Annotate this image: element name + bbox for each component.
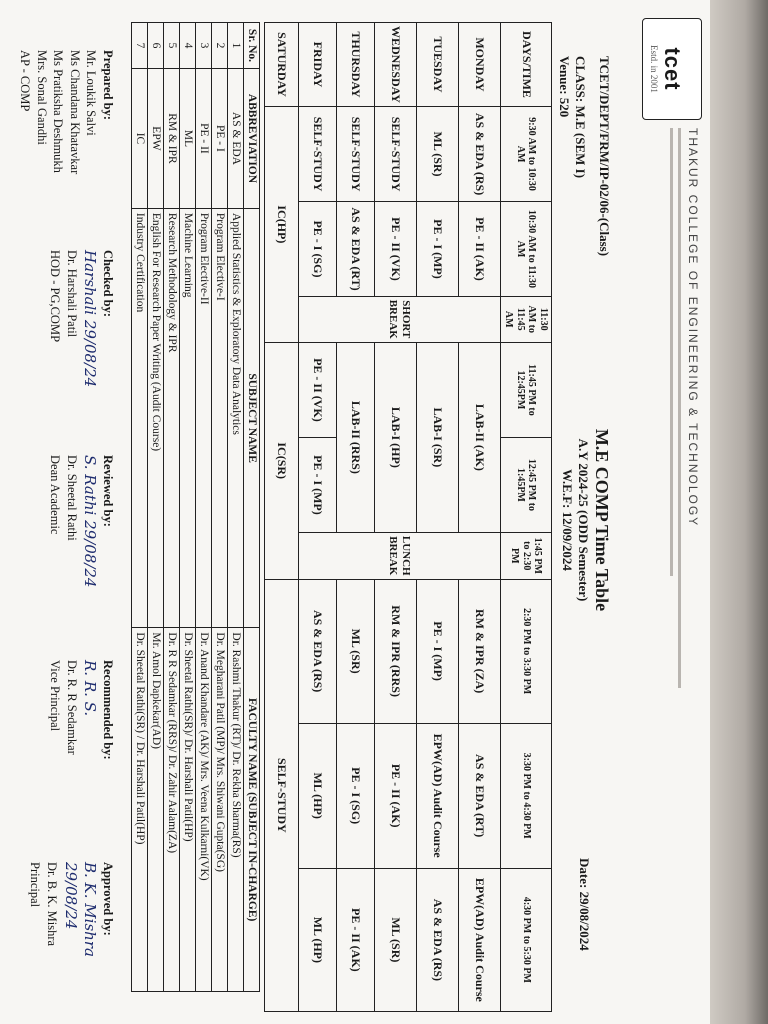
faculty-name: Dr. R R Sedamkar (RRS)/ Dr. Zahir Aalam(ZA)	[164, 628, 180, 992]
faculty-name: Dr. Rashmi Thakur (RT)/ Dr. Rekha Sharma(RS)	[228, 628, 244, 992]
college-logo: tcet Estd. in 2001	[642, 18, 702, 120]
class-label: CLASS: M.E (SEM I)	[573, 56, 588, 179]
signature-title: Checked by:	[101, 250, 115, 318]
lecture-cell: AS & EDA (RT)	[459, 723, 501, 868]
lecture-cell: PE - II (VK)	[375, 202, 417, 297]
recommended-by-block	[47, 660, 116, 760]
lecture-cell: AS & EDA (RS)	[299, 579, 337, 723]
college-name: THAKUR COLLEGE OF ENGINEERING & TECHNOLOGY	[686, 128, 700, 528]
timetable-title: M.E COMP Time Table	[592, 428, 612, 612]
subject-name: Machine Learning	[180, 208, 196, 627]
column-header: Sr. No.	[244, 23, 260, 69]
weekly-timetable	[264, 22, 552, 1012]
self-study-cell: SELF-STUDY	[265, 579, 299, 1011]
signatory-name: Mrs. Sonal Gandhi	[35, 50, 49, 145]
reviewed-by-block	[47, 455, 116, 587]
signatory-name: Dr. B. K. Mishra	[44, 862, 59, 947]
lecture-cell: PE - I (SG)	[299, 202, 337, 297]
lecture-cell: PE - I (MP)	[417, 579, 459, 723]
lecture-cell: RM & IPR (RRS)	[375, 579, 417, 723]
row-thursday	[337, 23, 375, 1012]
lecture-cell: AS & EDA (RS)	[417, 868, 459, 1011]
signature-title: Reviewed by:	[101, 455, 115, 527]
subject-name: Program Elective-I	[212, 208, 228, 627]
time-slot: 10:30 AM to 11:30 AM	[501, 202, 552, 297]
academic-year: A.Y 2024-25 (ODD Semester)	[576, 438, 591, 602]
table-row	[212, 23, 228, 992]
signatory-designation: AP - COMP	[18, 50, 33, 112]
lecture-cell: ML (HP)	[299, 723, 337, 868]
day-label: FRIDAY	[299, 23, 337, 107]
faculty-name: Dr. Sheetal Rathi(SR) / Dr. Harshali Patil(HP)	[132, 628, 148, 992]
time-slot: 12:45 PM to 1:45PM	[501, 437, 552, 532]
lecture-cell: AS & EDA (RS)	[459, 106, 501, 201]
subject-name: Industry Certification	[132, 208, 148, 627]
lecture-cell: PE - II (VK)	[299, 342, 337, 437]
lecture-cell: ML (HP)	[299, 868, 337, 1011]
faculty-name: Dr. Sheetal Rathi(SR)/ Dr. Harshali Patil(HP)	[180, 628, 196, 992]
signatory-name: Dr. R. R Sedamkar	[64, 660, 79, 755]
days-time-corner: DAYS/TIME	[501, 23, 552, 107]
table-row	[164, 23, 180, 992]
signatory-designation: Vice Principal	[48, 660, 63, 732]
subject-header-row	[244, 23, 260, 992]
subject-name: Research Methodology & IPR	[164, 208, 180, 627]
table-row	[132, 23, 148, 992]
serial-number: 2	[212, 23, 228, 69]
signatory-name: Mr. Loukik Salvi	[84, 50, 99, 136]
signature-title: Recommended by:	[101, 660, 115, 760]
lecture-cell: SELF-STUDY	[337, 106, 375, 201]
subject-abbreviation: IC	[132, 68, 148, 208]
signatory-designation: HOD - PG,COMP	[48, 250, 63, 343]
signatory-designation: Dean Academic	[48, 455, 63, 535]
certification-cell: IC(HP)	[265, 106, 299, 342]
signature-title: Prepared by:	[101, 50, 115, 121]
short-break-cell: SHORT BREAK	[299, 296, 501, 342]
lecture-cell: AS & EDA (RT)	[337, 202, 375, 297]
serial-number: 6	[148, 23, 164, 69]
day-label: TUESDAY	[417, 23, 459, 107]
table-row	[196, 23, 212, 992]
subject-faculty-table	[131, 22, 260, 992]
checked-by-block	[47, 250, 116, 387]
lab-cell: LAB-II (RRS)	[337, 342, 375, 532]
subject-abbreviation: RM & IPR	[164, 68, 180, 208]
handwritten-signature: S. Rathi 29/08/24	[81, 455, 100, 588]
lecture-cell: ML (SR)	[375, 868, 417, 1011]
time-slot: 4:30 PM to 5:30 PM	[501, 868, 552, 1011]
timetable-header-row	[501, 23, 552, 1012]
subject-name: English For Research Paper Writing (Audit Course)	[148, 208, 164, 627]
signatory-name: Dr. Harshali Patil	[64, 250, 79, 338]
effective-date: W.E.F: 12/09/2024	[560, 469, 575, 571]
lecture-cell: PE - I (SG)	[337, 723, 375, 868]
handwritten-signature: Harshali 29/08/24	[81, 250, 100, 388]
lunch-break-cell: LUNCH BREAK	[299, 532, 501, 579]
table-row	[148, 23, 164, 992]
faculty-name: Dr. Anand Khandare (AK)/ Mrs. Veena Kulkarni(VK)	[196, 628, 212, 992]
subject-abbreviation: PE - II	[196, 68, 212, 208]
document-code: TCET/DEPT/FRM/IP-02/06-(Class)	[597, 56, 612, 257]
lecture-cell: SELF-STUDY	[299, 106, 337, 201]
page-header	[557, 0, 710, 1024]
letterhead-rule	[678, 128, 681, 688]
row-monday	[459, 23, 501, 1012]
faculty-name: Mr. Amol Dapkekar(AD)	[148, 628, 164, 992]
lecture-cell: PE - II (AK)	[459, 202, 501, 297]
serial-number: 4	[180, 23, 196, 69]
timetable-title-block	[559, 360, 612, 680]
day-label: THURSDAY	[337, 23, 375, 107]
signature-title: Approved by:	[101, 862, 115, 936]
handwritten-signature: B. K. Mishra 29/08/24	[61, 862, 100, 957]
row-wednesday	[375, 23, 417, 1012]
lab-cell: LAB-I (SR)	[417, 342, 459, 532]
subject-name: Program Elective-II	[196, 208, 212, 627]
serial-number: 3	[196, 23, 212, 69]
handwritten-signature: R. R. S.	[81, 660, 100, 717]
time-slot: 11:45 PM to 12:45PM	[501, 342, 552, 437]
table-row	[228, 23, 244, 992]
time-slot: 3:30 PM to 4:30 PM	[501, 723, 552, 868]
day-label: MONDAY	[459, 23, 501, 107]
time-slot: 9:30 AM to 10:30 AM	[501, 106, 552, 201]
day-label: SATURDAY	[265, 23, 299, 107]
time-slot: 2:30 PM to 3:30 PM	[501, 579, 552, 723]
signatory-name: Ms Pratiksha Deshmukh	[51, 50, 66, 173]
subject-abbreviation: EPW	[148, 68, 164, 208]
faculty-name: Dr. Megharani Patil (MP)/ Mrs. Shiwani Gupta(SG)	[212, 628, 228, 992]
lecture-cell: EPW(AD) Audit Course	[459, 868, 501, 1011]
lab-cell: LAB-II (AK)	[459, 342, 501, 532]
lecture-cell: EPW(AD) Audit Course	[417, 723, 459, 868]
lecture-cell: PE - I (MP)	[417, 202, 459, 297]
prepared-by-block	[17, 50, 116, 174]
signatory-designation: Principal	[28, 862, 43, 908]
letterhead-rule	[670, 128, 673, 576]
issue-date: Date: 29/08/2024	[577, 858, 592, 951]
column-header: SUBJECT NAME	[244, 208, 260, 627]
serial-number: 7	[132, 23, 148, 69]
column-header: FACULTY NAME (SUBJECT IN-CHARGE)	[244, 628, 260, 992]
lecture-cell: PE - II (AK)	[337, 868, 375, 1011]
time-slot: 1:45 PM to 2:30 PM	[501, 532, 552, 579]
time-slot: 11:30 AM to 11:45 AM	[501, 296, 552, 342]
lecture-cell: ML (SR)	[337, 579, 375, 723]
certification-cell: IC(SR)	[265, 342, 299, 579]
venue-label: Venue: 520	[557, 56, 572, 118]
college-letterhead	[665, 128, 700, 688]
subject-abbreviation: PE - I	[212, 68, 228, 208]
serial-number: 1	[228, 23, 244, 69]
lecture-cell: SELF-STUDY	[375, 106, 417, 201]
row-friday	[299, 23, 337, 1012]
subject-abbreviation: ML	[180, 68, 196, 208]
serial-number: 5	[164, 23, 180, 69]
row-saturday	[265, 23, 299, 1012]
subject-abbreviation: AS & EDA	[228, 68, 244, 208]
day-label: WEDNESDAY	[375, 23, 417, 107]
row-tuesday	[417, 23, 459, 1012]
lab-cell: LAB-I (HP)	[375, 342, 417, 532]
lecture-cell: RM & IPR (ZA)	[459, 579, 501, 723]
column-header: ABBREVIATION	[244, 68, 260, 208]
scan-edge-shadow	[710, 0, 768, 1024]
signatory-name: Ms Chandana Khatavkar	[68, 50, 82, 175]
lecture-cell: PE - I (MP)	[299, 437, 337, 532]
subject-name: Applied Statistics & Exploratory Data Analytics	[228, 208, 244, 627]
approved-by-block	[27, 862, 116, 1024]
lecture-cell: ML (SR)	[417, 106, 459, 201]
signatory-name: Dr. Sheetal Rathi	[64, 455, 79, 541]
table-row	[180, 23, 196, 992]
lecture-cell: PE - II (AK)	[375, 723, 417, 868]
